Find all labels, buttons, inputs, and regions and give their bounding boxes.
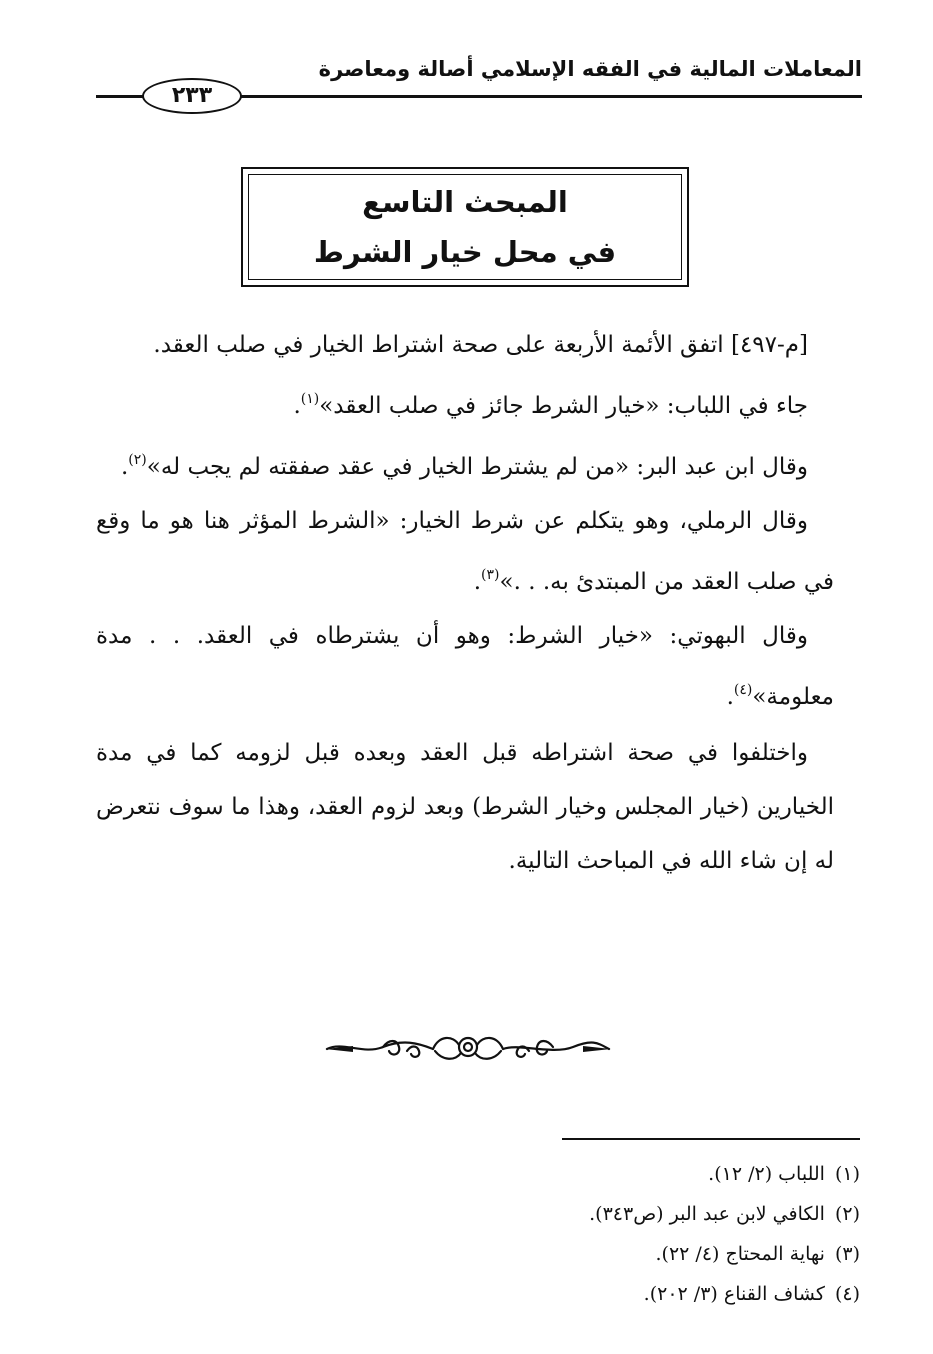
paragraph-text: وقال البهوتي: «خيار الشرط: وهو أن يشترطاه في العقد. . . مدة معلومة» [96,623,834,710]
section-title: المبحث التاسع [362,185,568,219]
footnote-ref[interactable]: (٤) [733,682,753,698]
footnote-number: (٣) [834,1243,860,1265]
footnote-ref[interactable]: (٣) [481,567,500,583]
page-header [96,55,862,108]
footnote-text: اللباب (٢/ ١٢). [708,1163,825,1185]
footnote-text: نهاية المحتاج (٤/ ٢٢). [655,1243,825,1265]
body-text [96,318,834,888]
footnote-text: كشاف القناع (٣/ ٢٠٢). [643,1283,825,1305]
footnote-item [360,1194,860,1234]
section-title-box [241,167,689,287]
footnotes [360,1154,860,1314]
paragraph [96,609,834,724]
footnote-number: (١) [834,1163,860,1185]
paragraph-text: جاء في اللباب: «خيار الشرط جائز في صلب العقد» [319,393,808,419]
page-number: ٢٣٣ [142,78,242,114]
paragraph-text: وقال الرملي، وهو يتكلم عن شرط الخيار: «الشرط المؤثر هنا هو ما وقع في صلب العقد من المبتدئ به. . .» [96,508,834,595]
paragraph-text: واختلفوا في صحة اشتراطه قبل العقد وبعده قبل لزومه كما في مدة الخيارين (خيار المجلس وخيار الشرط) وبعد لزوم العقد، وهذا ما سوف نتعرض له إن شاء الله في المباحث التالية. [96,740,834,874]
paragraph-tail: . [293,393,301,419]
paragraph [96,494,834,609]
footnote-text: الكافي لابن عبد البر (ص٣٤٣). [589,1203,825,1225]
paragraph [96,372,834,433]
footnote-rule [562,1138,860,1140]
paragraph-tail: . [473,569,482,595]
ornament-divider [323,1027,613,1067]
footnote-item [360,1154,860,1194]
paragraph [96,726,834,888]
footnote-ref[interactable]: (١) [300,391,320,407]
footnote-item [360,1234,860,1274]
paragraph-text: وقال ابن عبد البر: «من لم يشترط الخيار في عقد صفقته لم يجب له» [146,454,808,480]
section-subtitle: في محل خيار الشرط [313,235,617,269]
paragraph [96,318,834,372]
paragraph-text: [م-٤٩٧] اتفق الأئمة الأربعة على صحة اشتراط الخيار في صلب العقد. [153,332,808,358]
running-title: المعاملات المالية في الفقه الإسلامي أصالة ومعاصرة [318,57,862,81]
footnote-number: (٤) [834,1283,860,1305]
footnote-item [360,1274,860,1314]
footnote-number: (٢) [834,1203,860,1225]
footnote-ref[interactable]: (٢) [128,452,147,468]
paragraph-tail: . [726,684,734,710]
paragraph-tail: . [120,454,129,480]
paragraph [96,433,834,494]
